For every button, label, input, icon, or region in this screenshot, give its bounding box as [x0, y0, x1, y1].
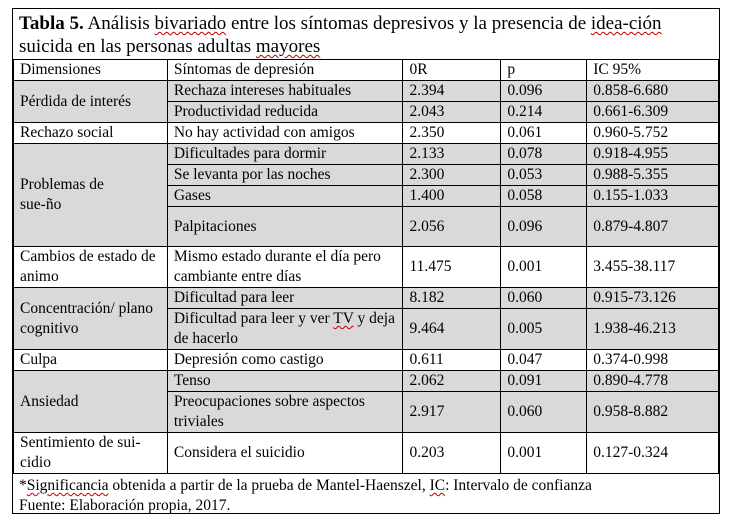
table-figure	[12, 8, 720, 514]
dimension-cell: Sentimiento de sui-cidio	[14, 433, 168, 474]
header-cell: 0R	[403, 60, 501, 81]
symptom-cell: Depresión como castigo	[167, 350, 403, 371]
or-cell: 2.394	[403, 81, 501, 102]
or-cell: 11.475	[403, 247, 501, 288]
or-cell: 0.203	[403, 433, 501, 474]
spellcheck-word: IC	[429, 477, 446, 494]
table-row	[14, 81, 719, 102]
p-cell: 0.060	[501, 392, 587, 433]
table-footnote	[19, 476, 592, 516]
symptom-cell: Dificultad para leer y ver TV y deja de hacerlo	[167, 309, 403, 350]
table-row	[14, 350, 719, 371]
caption-label: Tabla 5.	[19, 13, 84, 34]
source-note: Fuente: Elaboración propia, 2017.	[19, 497, 231, 514]
ic-cell: 0.915-73.126	[587, 288, 719, 309]
dimension-cell: Cambios de estado de animo	[14, 247, 168, 288]
symptom-cell: Se levanta por las noches	[167, 165, 403, 186]
table-row	[14, 144, 719, 165]
dimension-cell: Ansiedad	[14, 371, 168, 433]
ic-cell: 0.879-4.807	[587, 207, 719, 247]
results-table	[13, 59, 719, 474]
symptom-cell: Mismo estado durante el día pero cambiante entre días	[167, 247, 403, 288]
or-cell: 9.464	[403, 309, 501, 350]
ic-cell: 0.960-5.752	[587, 123, 719, 144]
table-row	[14, 371, 719, 392]
symptom-cell: Preocupaciones sobre aspectos triviales	[167, 392, 403, 433]
symptom-cell: Considera el suicidio	[167, 433, 403, 474]
p-cell: 0.060	[501, 288, 587, 309]
header-row	[14, 60, 719, 81]
or-cell: 1.400	[403, 186, 501, 207]
or-cell: 0.611	[403, 350, 501, 371]
p-cell: 0.091	[501, 371, 587, 392]
ic-cell: 0.374-0.998	[587, 350, 719, 371]
significance-note: *Significancia obtenida a partir de la prueba de Mantel-Haenszel, IC: Intervalo de confianza	[19, 477, 592, 494]
p-cell: 0.096	[501, 207, 587, 247]
table-caption: Tabla 5. Análisis bivariado entre los síntomas depresivos y la presencia de idea-ción suicida en las personas adultas mayores	[19, 13, 662, 57]
table-row	[14, 288, 719, 309]
ic-cell: 0.988-5.355	[587, 165, 719, 186]
or-cell: 8.182	[403, 288, 501, 309]
p-cell: 0.061	[501, 123, 587, 144]
header-cell: Síntomas de depresión	[167, 60, 403, 81]
header-cell: Dimensiones	[14, 60, 168, 81]
ic-cell: 0.661-6.309	[587, 102, 719, 123]
spellcheck-word: idea-ción	[590, 13, 662, 34]
p-cell: 0.214	[501, 102, 587, 123]
ic-cell: 0.858-6.680	[587, 81, 719, 102]
symptom-cell: Productividad reducida	[167, 102, 403, 123]
p-cell: 0.053	[501, 165, 587, 186]
ic-cell: 1.938-46.213	[587, 309, 719, 350]
symptom-cell: Palpitaciones	[167, 207, 403, 247]
or-cell: 2.300	[403, 165, 501, 186]
or-cell: 2.062	[403, 371, 501, 392]
p-cell: 0.005	[501, 309, 587, 350]
or-cell: 2.917	[403, 392, 501, 433]
ic-cell: 0.127-0.324	[587, 433, 719, 474]
or-cell: 2.133	[403, 144, 501, 165]
p-cell: 0.047	[501, 350, 587, 371]
p-cell: 0.078	[501, 144, 587, 165]
symptom-cell: Dificultad para leer	[167, 288, 403, 309]
table-row	[14, 247, 719, 288]
p-cell: 0.096	[501, 81, 587, 102]
dimension-cell: Culpa	[14, 350, 168, 371]
dimension-cell: Rechazo social	[14, 123, 168, 144]
p-cell: 0.001	[501, 247, 587, 288]
spellcheck-word: mayores	[255, 36, 321, 57]
table-row	[14, 123, 719, 144]
ic-cell: 3.455-38.117	[587, 247, 719, 288]
dimension-cell: Problemas de sue-ño	[14, 144, 168, 247]
dimension-cell: Pérdida de interés	[14, 81, 168, 123]
symptom-cell: Rechaza intereses habituales	[167, 81, 403, 102]
header-cell: IC 95%	[587, 60, 719, 81]
p-cell: 0.058	[501, 186, 587, 207]
spellcheck-word: TV	[333, 310, 354, 327]
spellcheck-word: Significancia	[26, 477, 109, 494]
spellcheck-word: bivariado	[154, 13, 227, 34]
ic-cell: 0.890-4.778	[587, 371, 719, 392]
ic-cell: 0.958-8.882	[587, 392, 719, 433]
symptom-cell: Tenso	[167, 371, 403, 392]
header-cell: p	[501, 60, 587, 81]
p-cell: 0.001	[501, 433, 587, 474]
ic-cell: 0.918-4.955	[587, 144, 719, 165]
or-cell: 2.350	[403, 123, 501, 144]
symptom-cell: Gases	[167, 186, 403, 207]
table-row	[14, 433, 719, 474]
or-cell: 2.056	[403, 207, 501, 247]
dimension-cell: Concentración/ plano cognitivo	[14, 288, 168, 350]
symptom-cell: Dificultades para dormir	[167, 144, 403, 165]
ic-cell: 0.155-1.033	[587, 186, 719, 207]
symptom-cell: No hay actividad con amigos	[167, 123, 403, 144]
or-cell: 2.043	[403, 102, 501, 123]
